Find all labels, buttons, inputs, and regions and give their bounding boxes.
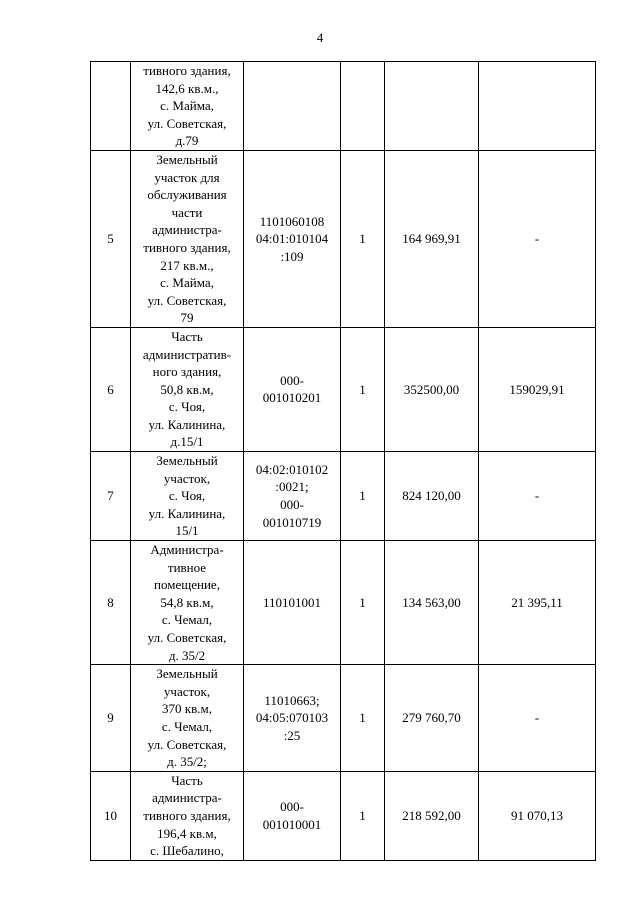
- quantity-cell: 1: [341, 665, 385, 772]
- property-name-cell: [131, 665, 244, 772]
- book-value-cell: 218 592,00: [385, 771, 479, 860]
- property-name-line: ул. Советская,: [147, 630, 227, 645]
- inventory-number-line: 04:05:070103: [255, 710, 329, 726]
- inventory-number-line: 000-: [280, 799, 304, 815]
- property-name-cell: [131, 541, 244, 665]
- inventory-number-line: :25: [283, 727, 301, 743]
- inventory-number-cell: [244, 771, 341, 860]
- quantity-cell: 1: [341, 541, 385, 665]
- property-name-line: участок,: [163, 470, 211, 486]
- residual-value-cell: -: [479, 150, 596, 327]
- row-number-cell: 8: [91, 541, 131, 665]
- property-name-line: с. Майма,: [160, 98, 214, 114]
- row-number-cell: 5: [91, 150, 131, 327]
- property-name-line: обслуживания: [147, 187, 227, 203]
- property-name-line: тивного здания,: [143, 63, 231, 78]
- row-number-cell: 6: [91, 327, 131, 451]
- residual-value-cell: -: [479, 665, 596, 772]
- property-name-line: администра-: [152, 790, 222, 806]
- property-name-line: д. 35/2;: [167, 754, 207, 770]
- property-name-line: 50,8 кв.м,: [160, 381, 214, 397]
- property-name-line: ул. Советская,: [147, 292, 227, 308]
- inventory-number-line: 000-: [280, 497, 304, 513]
- inventory-number-line: 001010719: [262, 514, 322, 530]
- quantity-cell: 1: [341, 452, 385, 541]
- property-name-line: с. Чемал,: [161, 612, 213, 628]
- residual-value-cell: 21 395,11: [479, 541, 596, 665]
- row-number-cell: 9: [91, 665, 131, 772]
- property-name-line: Земельный: [156, 666, 218, 682]
- inventory-number-line: :109: [280, 248, 304, 264]
- table-row: [91, 452, 596, 541]
- property-name-line: Часть: [171, 328, 203, 344]
- property-name-line: помещение,: [154, 577, 220, 593]
- property-name-line: Администра-: [150, 542, 224, 558]
- row-number-cell: 10: [91, 771, 131, 860]
- inventory-number-line: 001010001: [262, 816, 322, 832]
- property-name-line: 217 кв.м.,: [160, 257, 214, 273]
- property-name-line: ул. Советская,: [147, 736, 227, 752]
- quantity-cell: [341, 62, 385, 151]
- property-name-line: администра-: [152, 222, 222, 238]
- quantity-cell: 1: [341, 771, 385, 860]
- book-value-cell: 134 563,00: [385, 541, 479, 665]
- inventory-number-line: 11010663;: [264, 692, 320, 708]
- residual-value-cell: 91 070,13: [479, 771, 596, 860]
- property-name-cell: [131, 771, 244, 860]
- inventory-number-line: 001010201: [262, 390, 322, 406]
- inventory-number-cell: [244, 452, 341, 541]
- table-row: [91, 541, 596, 665]
- residual-value-cell: [479, 62, 596, 151]
- property-name-line: Земельный: [156, 151, 218, 167]
- book-value-cell: 279 760,70: [385, 665, 479, 772]
- property-name-line: части: [171, 204, 203, 220]
- property-name-line: 79: [180, 310, 194, 326]
- property-name-line: тивного здания,: [143, 239, 231, 255]
- row-number-cell: 7: [91, 452, 131, 541]
- property-name-line: ул. Калинина,: [148, 505, 226, 521]
- property-name-line: Часть: [171, 772, 203, 788]
- property-name-line: ул. Калинина,: [148, 416, 226, 432]
- property-name-line: 54,8 кв.м,: [160, 594, 214, 610]
- property-name-line: д.79: [175, 133, 199, 149]
- book-value-cell: 824 120,00: [385, 452, 479, 541]
- property-name-line: ного здания,: [152, 364, 222, 380]
- property-name-cell: [131, 62, 244, 151]
- property-name-line: Земельный: [156, 453, 218, 469]
- property-name-cell: [131, 150, 244, 327]
- property-name-line: с. Шебалино,: [150, 843, 224, 859]
- property-name-line: участок для: [154, 169, 220, 185]
- table-body: [91, 62, 596, 861]
- property-name-line: тивное: [167, 559, 207, 575]
- inventory-number-line: 04:02:010102: [255, 461, 329, 477]
- property-name-line: с. Чоя,: [168, 399, 206, 415]
- property-name-line: с. Чоя,: [168, 488, 206, 504]
- book-value-cell: 164 969,91: [385, 150, 479, 327]
- property-name-line: д. 35/2: [168, 647, 206, 663]
- book-value-cell: 352500,00: [385, 327, 479, 451]
- table-row: [91, 62, 596, 151]
- inventory-number-line: 110101001: [262, 594, 322, 610]
- inventory-number-cell: [244, 327, 341, 451]
- property-name-cell: [131, 452, 244, 541]
- property-name-line: административ-: [142, 346, 232, 362]
- inventory-number-cell: [244, 665, 341, 772]
- quantity-cell: 1: [341, 327, 385, 451]
- property-name-line: с. Чемал,: [161, 718, 213, 734]
- property-name-line: 15/1: [175, 523, 199, 539]
- page-number: 4: [316, 30, 324, 45]
- property-name-cell: [131, 327, 244, 451]
- property-table: [90, 61, 596, 861]
- property-name-line: 142,6 кв.м.,: [155, 80, 219, 96]
- quantity-cell: 1: [341, 150, 385, 327]
- residual-value-cell: 159029,91: [479, 327, 596, 451]
- property-name-line: тивного здания,: [143, 807, 231, 823]
- property-name-line: ул. Советская,: [147, 115, 227, 131]
- inventory-number-line: 04:01:010104: [255, 231, 329, 247]
- inventory-number-cell: [244, 541, 341, 665]
- inventory-number-line: 1101060108: [259, 213, 325, 229]
- table-row: [91, 327, 596, 451]
- residual-value-cell: -: [479, 452, 596, 541]
- property-name-line: с. Майма,: [160, 275, 214, 291]
- property-name-line: участок,: [163, 683, 211, 699]
- property-name-line: 196,4 кв.м,: [157, 825, 217, 841]
- table-row: [91, 150, 596, 327]
- inventory-number-cell: [244, 62, 341, 151]
- inventory-number-cell: [244, 150, 341, 327]
- table-row: [91, 771, 596, 860]
- row-number-cell: [91, 62, 131, 151]
- inventory-number-line: 000-: [280, 372, 304, 388]
- property-name-line: д.15/1: [170, 434, 204, 450]
- table-row: [91, 665, 596, 772]
- property-name-line: 370 кв.м,: [162, 701, 212, 717]
- book-value-cell: [385, 62, 479, 151]
- inventory-number-line: :0021;: [275, 479, 309, 495]
